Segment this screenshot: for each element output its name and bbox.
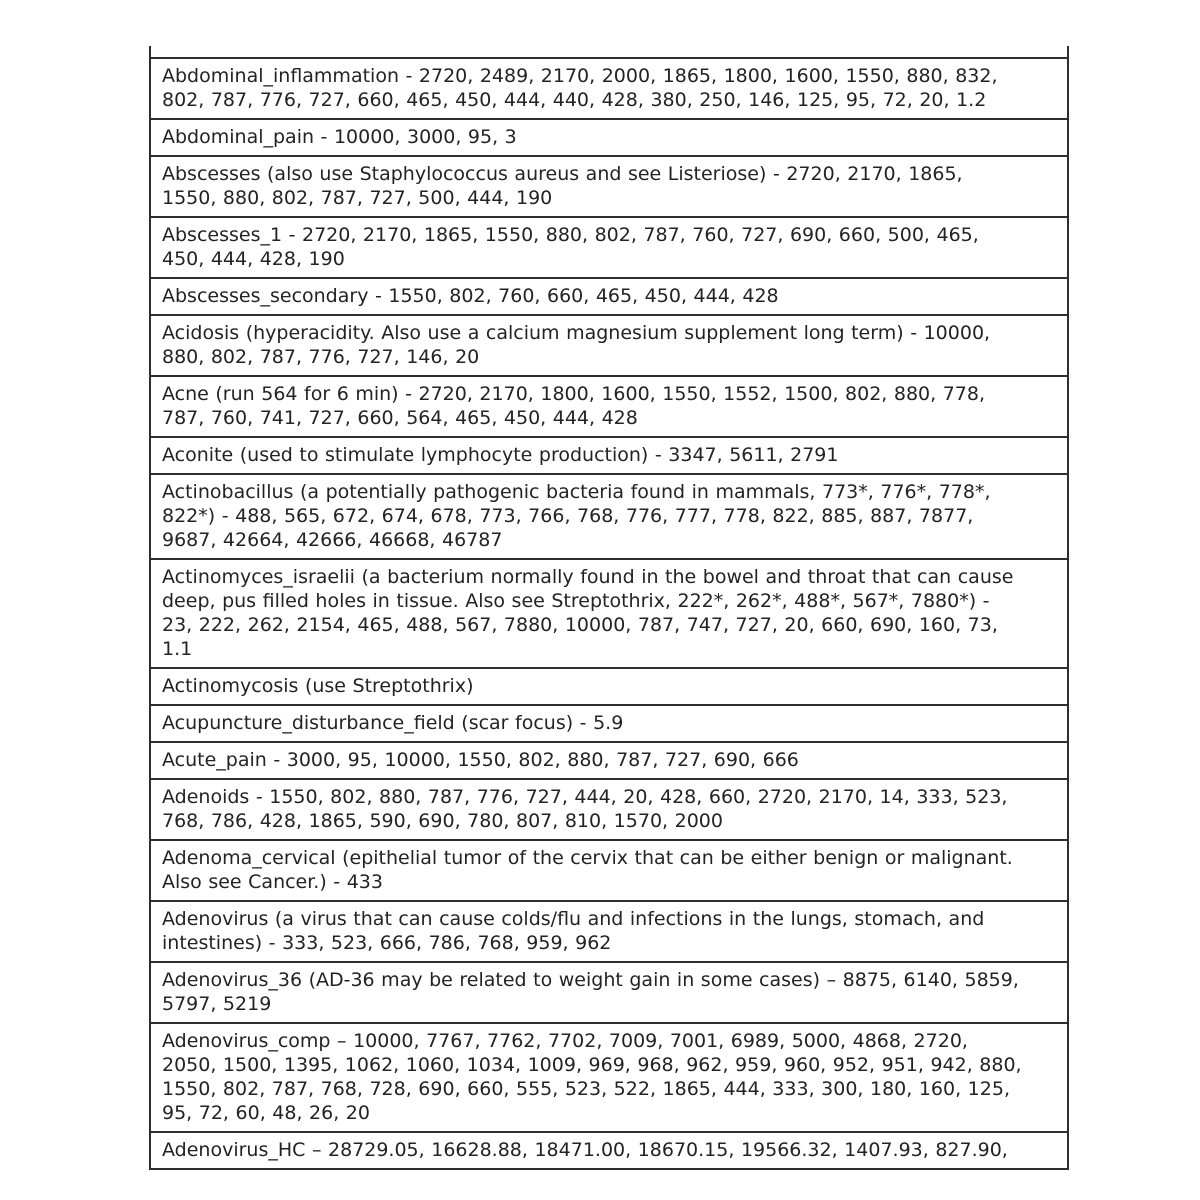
frequency-list-table — [149, 46, 1069, 1170]
table-row: Adenoma_cervical (epithelial tumor of the cervix that can be either benign or malignant. Also see Cancer.) - 433 — [149, 839, 1069, 900]
table-row: Abdominal_pain - 10000, 3000, 95, 3 — [149, 118, 1069, 155]
table-row: Abscesses_secondary - 1550, 802, 760, 660, 465, 450, 444, 428 — [149, 277, 1069, 314]
table-row: Adenovirus_36 (AD-36 may be related to weight gain in some cases) – 8875, 6140, 5859, 5797, 5219 — [149, 961, 1069, 1022]
table-row: Acupuncture_disturbance_field (scar focus) - 5.9 — [149, 704, 1069, 741]
table-row: Acute_pain - 3000, 95, 10000, 1550, 802, 880, 787, 727, 690, 666 — [149, 741, 1069, 778]
table-row-partial-top — [149, 46, 1069, 57]
table-row: Actinomyces_israelii (a bacterium normally found in the bowel and throat that can cause deep, pus filled holes in tissue. Also see Streptothrix, 222*, 262*, 488*, 567*, 7880*) - 23, 222, 262, 2154, 465, 488, 567, 7880, 10000, 787, 747, 727, 20, 660, 690, 160, 73, 1.1 — [149, 558, 1069, 667]
table-row: Acne (run 564 for 6 min) - 2720, 2170, 1800, 1600, 1550, 1552, 1500, 802, 880, 778, 787, 760, 741, 727, 660, 564, 465, 450, 444, 428 — [149, 375, 1069, 436]
table-row: Actinomycosis (use Streptothrix) — [149, 667, 1069, 704]
table-row: Abscesses_1 - 2720, 2170, 1865, 1550, 880, 802, 787, 760, 727, 690, 660, 500, 465, 450, 444, 428, 190 — [149, 216, 1069, 277]
table-row: Adenoids - 1550, 802, 880, 787, 776, 727, 444, 20, 428, 660, 2720, 2170, 14, 333, 523, 768, 786, 428, 1865, 590, 690, 780, 807, 810, 1570, 2000 — [149, 778, 1069, 839]
table-row: Acidosis (hyperacidity. Also use a calcium magnesium supplement long term) - 10000, 880, 802, 787, 776, 727, 146, 20 — [149, 314, 1069, 375]
table-row: Adenovirus (a virus that can cause colds/flu and infections in the lungs, stomach, and intestines) - 333, 523, 666, 786, 768, 959, 962 — [149, 900, 1069, 961]
table-row: Abscesses (also use Staphylococcus aureus and see Listeriose) - 2720, 2170, 1865, 1550, 880, 802, 787, 727, 500, 444, 190 — [149, 155, 1069, 216]
table-row: Actinobacillus (a potentially pathogenic bacteria found in mammals, 773*, 776*, 778*, 822*) - 488, 565, 672, 674, 678, 773, 766, 768, 776, 777, 778, 822, 885, 887, 7877, 9687, 42664, 42666, 46668, 46787 — [149, 473, 1069, 558]
table-row: Abdominal_inflammation - 2720, 2489, 2170, 2000, 1865, 1800, 1600, 1550, 880, 832, 802, 787, 776, 727, 660, 465, 450, 444, 440, 428, 380, 250, 146, 125, 95, 72, 20, 1.2 — [149, 57, 1069, 118]
table-row: Aconite (used to stimulate lymphocyte production) - 3347, 5611, 2791 — [149, 436, 1069, 473]
table-row: Adenovirus_HC – 28729.05, 16628.88, 18471.00, 18670.15, 19566.32, 1407.93, 827.90, — [149, 1131, 1069, 1170]
table-row: Adenovirus_comp – 10000, 7767, 7762, 7702, 7009, 7001, 6989, 5000, 4868, 2720, 2050, 1500, 1395, 1062, 1060, 1034, 1009, 969, 968, 962, 959, 960, 952, 951, 942, 880, 1550, 802, 787, 768, 728, 690, 660, 555, 523, 522, 1865, 444, 333, 300, 180, 160, 125, 95, 72, 60, 48, 26, 20 — [149, 1022, 1069, 1131]
